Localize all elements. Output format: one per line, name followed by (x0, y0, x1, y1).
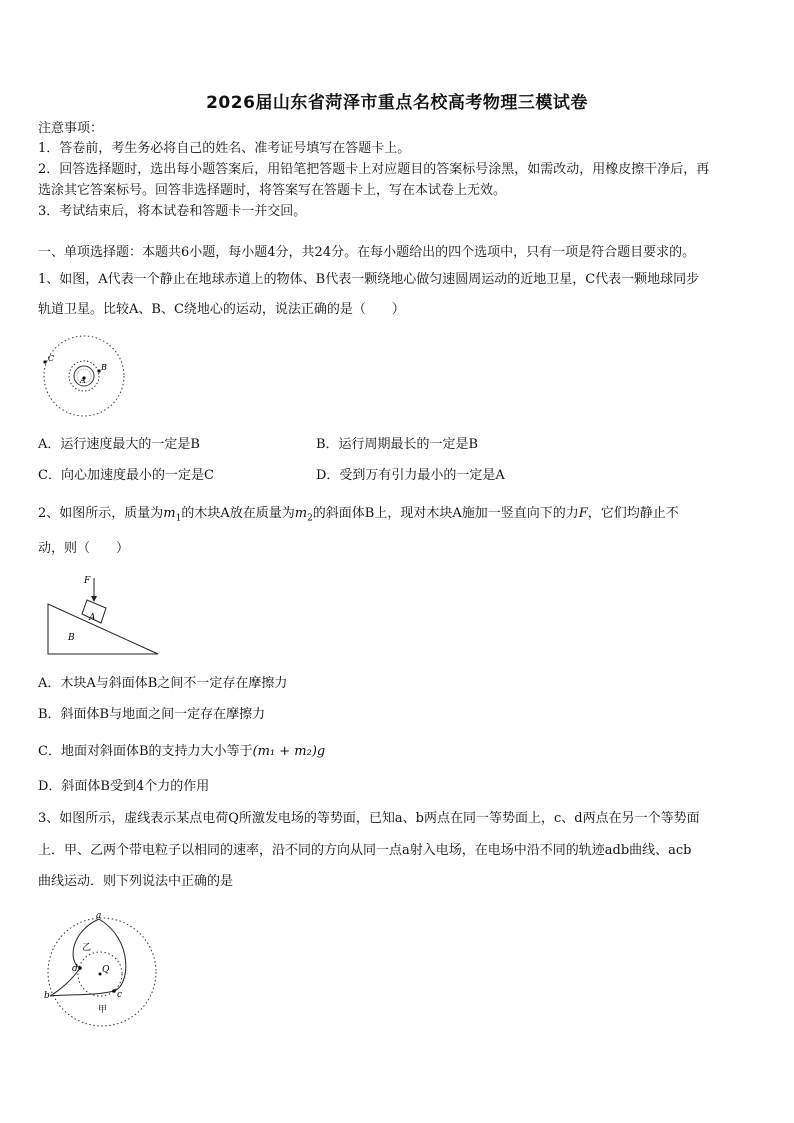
page-title: 2026届山东省菏泽市重点名校高考物理三模试卷 (206, 93, 588, 113)
notice-item: 3．考试结束后，将本试卷和答题卡一并交回。 (38, 204, 307, 219)
point-c (112, 989, 116, 993)
question-1-figure (38, 332, 130, 420)
notice-item: 1．答卷前，考生务必将自己的姓名、准考证号填写在答题卡上。 (38, 141, 411, 156)
question-3-text: 3、如图所示，虚线表示某点电荷Q所激发电场的等势面，已知a、b两点在同一等势面上，c、d两点在另一个等势面 (38, 811, 700, 826)
label-b: B (68, 633, 75, 643)
section-heading: 一、单项选择题：本题共6小题，每小题4分，共24分。在每小题给出的四个选项中，只有一项是符合题目要求的。 (38, 245, 696, 260)
notice-item: 选涂其它答案标号。回答非选择题时，将答案写在答题卡上，写在本试卷上无效。 (38, 183, 507, 198)
q1-option-d: D．受到万有引力最小的一定是A (316, 468, 505, 483)
label-yi: 乙 (82, 943, 92, 953)
label-jia: 甲 (98, 1005, 108, 1015)
satellite-c (43, 360, 46, 363)
question-2-text: 动，则（ ） (38, 541, 130, 556)
label-q: Q (102, 965, 110, 975)
label-d: d (72, 964, 78, 974)
question-3-figure (42, 910, 162, 1028)
label-b: b (44, 991, 50, 1001)
trajectory-acb (50, 919, 126, 996)
question-2-text: 2、如图所示，质量为$m_1$的木块A放在质量为$m_2$的斜面体B上，现对木块A施加一竖直向下的力F，它们均静止不 (38, 506, 679, 524)
notice-heading: 注意事项： (38, 121, 104, 136)
trajectory-adb (50, 919, 99, 996)
point-d (78, 966, 82, 970)
incline-b (48, 604, 158, 654)
label-f: F (84, 576, 91, 586)
notice-item: 2．回答选择题时，选出每小题答案后，用铅笔把答题卡上对应题目的答案标号涂黑，如需改动，用橡皮擦干净后，再 (38, 162, 710, 177)
label-a: A (80, 376, 86, 385)
q1-option-b: B．运行周期最长的一定是B (316, 437, 479, 452)
question-1-text: 1、如图，A代表一个静止在地球赤道上的物体、B代表一颗绕地心做匀速圆周运动的近地卫星，C代表一颗地球同步 (38, 272, 700, 287)
q2-option-c: C．地面对斜面体B的支持力大小等于(m₁ + m₂)g (38, 744, 326, 759)
label-a: A (89, 613, 96, 623)
label-c: c (117, 990, 123, 1000)
q2-option-d: D．斜面体B受到4个力的作用 (38, 779, 210, 794)
q2-option-a: A．木块A与斜面体B之间不一定存在摩擦力 (38, 676, 288, 691)
question-2-figure (44, 570, 162, 658)
question-3-text: 上．甲、乙两个带电粒子以相同的速率，沿不同的方向从同一点a射入电场，在电场中沿不同的轨迹adb曲线、acb (38, 843, 692, 858)
q2-option-b: B．斜面体B与地面之间一定存在摩擦力 (38, 707, 266, 722)
label-b: B (101, 363, 107, 372)
label-c: C (48, 354, 55, 363)
q1-option-a: A．运行速度最大的一定是B (38, 437, 200, 452)
question-1-text: 轨道卫星。比较A、B、C绕地心的运动，说法正确的是（ ） (38, 302, 405, 317)
question-3-text: 曲线运动．则下列说法中正确的是 (38, 874, 234, 889)
label-a: a (96, 911, 102, 921)
q1-option-c: C．向心加速度最小的一定是C (38, 468, 214, 483)
